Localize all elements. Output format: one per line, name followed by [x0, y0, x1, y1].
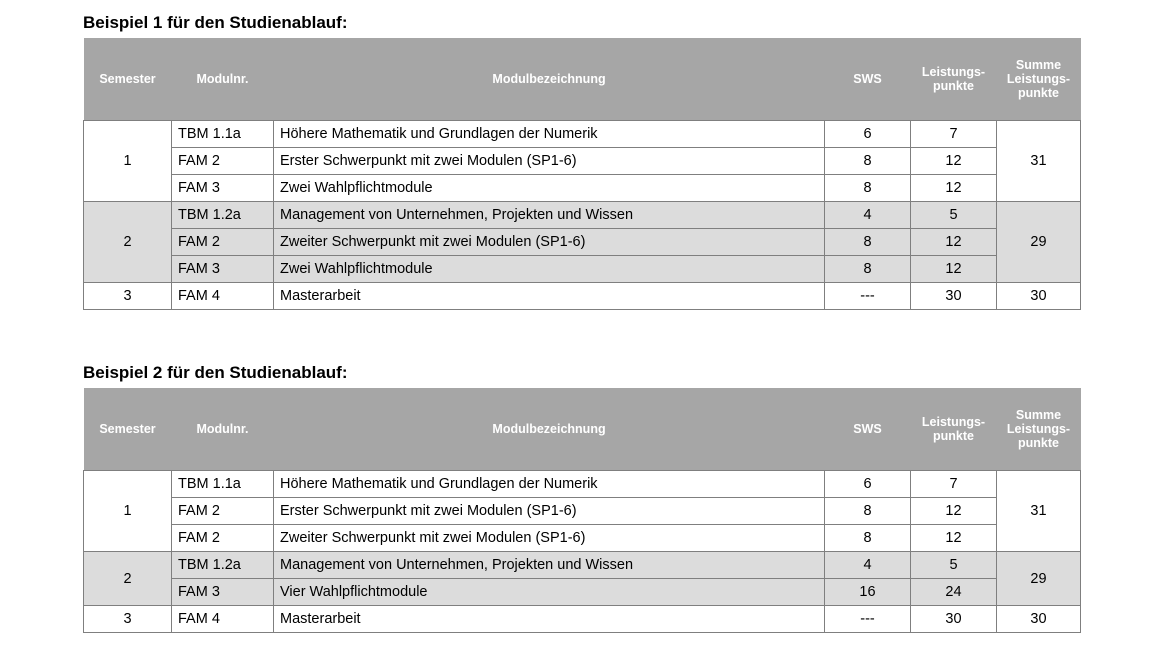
header-leistungspunkte: Leistungs- punkte — [911, 38, 997, 121]
modulbezeichnung-cell: Erster Schwerpunkt mit zwei Modulen (SP1-6) — [274, 498, 825, 525]
table-row — [84, 229, 1081, 256]
leistungspunkte-cell: 5 — [911, 202, 997, 229]
leistungspunkte-cell: 7 — [911, 471, 997, 498]
modulnr-cell: TBM 1.1a — [172, 121, 274, 148]
example-1-title: Beispiel 1 für den Studienablauf: — [83, 13, 348, 32]
table-row — [84, 525, 1081, 552]
header-modulnr: Modulnr. — [172, 388, 274, 471]
sws-cell: 4 — [825, 552, 911, 579]
modulnr-cell: FAM 2 — [172, 229, 274, 256]
modulnr-cell: FAM 3 — [172, 579, 274, 606]
modulbezeichnung-cell: Zwei Wahlpflichtmodule — [274, 175, 825, 202]
semester-cell: 2 — [84, 552, 172, 606]
leistungspunkte-cell: 12 — [911, 525, 997, 552]
example-1-table — [83, 38, 1081, 310]
modulbezeichnung-cell: Management von Unternehmen, Projekten und Wissen — [274, 202, 825, 229]
modulnr-cell: FAM 4 — [172, 283, 274, 310]
summe-cell: 31 — [997, 471, 1081, 552]
sws-cell: 4 — [825, 202, 911, 229]
leistungspunkte-cell: 12 — [911, 175, 997, 202]
modulbezeichnung-cell: Masterarbeit — [274, 606, 825, 633]
table-row — [84, 283, 1081, 310]
modulnr-cell: FAM 2 — [172, 525, 274, 552]
sws-cell: 8 — [825, 256, 911, 283]
leistungspunkte-cell: 30 — [911, 606, 997, 633]
table-row — [84, 552, 1081, 579]
example-1-section — [83, 8, 1080, 310]
modulbezeichnung-cell: Zwei Wahlpflichtmodule — [274, 256, 825, 283]
modulbezeichnung-cell: Zweiter Schwerpunkt mit zwei Modulen (SP1-6) — [274, 229, 825, 256]
sws-cell: --- — [825, 283, 911, 310]
sws-cell: --- — [825, 606, 911, 633]
header-sws: SWS — [825, 38, 911, 121]
sws-cell: 6 — [825, 121, 911, 148]
example-2-body — [84, 471, 1081, 633]
header-summe-leistungspunkte: Summe Leistungs- punkte — [997, 38, 1081, 121]
modulnr-cell: TBM 1.1a — [172, 471, 274, 498]
table-header-row — [84, 38, 1081, 121]
semester-cell: 2 — [84, 202, 172, 283]
table-row — [84, 148, 1081, 175]
modulnr-cell: FAM 2 — [172, 148, 274, 175]
example-2-title: Beispiel 2 für den Studienablauf: — [83, 363, 348, 382]
sws-cell: 16 — [825, 579, 911, 606]
example-2-section — [83, 358, 1080, 633]
summe-cell: 29 — [997, 202, 1081, 283]
table-row — [84, 498, 1081, 525]
modulnr-cell: FAM 4 — [172, 606, 274, 633]
modulbezeichnung-cell: Management von Unternehmen, Projekten und Wissen — [274, 552, 825, 579]
example-2-table — [83, 388, 1081, 633]
summe-cell: 29 — [997, 552, 1081, 606]
leistungspunkte-cell: 7 — [911, 121, 997, 148]
header-sws: SWS — [825, 388, 911, 471]
table-row — [84, 121, 1081, 148]
modulbezeichnung-cell: Zweiter Schwerpunkt mit zwei Modulen (SP1-6) — [274, 525, 825, 552]
sws-cell: 6 — [825, 471, 911, 498]
summe-cell: 30 — [997, 606, 1081, 633]
sws-cell: 8 — [825, 148, 911, 175]
table-row — [84, 579, 1081, 606]
table-row — [84, 175, 1081, 202]
modulnr-cell: TBM 1.2a — [172, 202, 274, 229]
header-leistungspunkte: Leistungs- punkte — [911, 388, 997, 471]
semester-cell: 3 — [84, 606, 172, 633]
header-semester: Semester — [84, 38, 172, 121]
sws-cell: 8 — [825, 175, 911, 202]
leistungspunkte-cell: 24 — [911, 579, 997, 606]
table-row — [84, 202, 1081, 229]
semester-cell: 3 — [84, 283, 172, 310]
summe-cell: 31 — [997, 121, 1081, 202]
leistungspunkte-cell: 12 — [911, 256, 997, 283]
header-summe-leistungspunkte: Summe Leistungs- punkte — [997, 388, 1081, 471]
table-row — [84, 471, 1081, 498]
leistungspunkte-cell: 12 — [911, 498, 997, 525]
leistungspunkte-cell: 30 — [911, 283, 997, 310]
modulnr-cell: FAM 3 — [172, 175, 274, 202]
header-modulbezeichnung: Modulbezeichnung — [274, 388, 825, 471]
semester-cell: 1 — [84, 121, 172, 202]
modulbezeichnung-cell: Höhere Mathematik und Grundlagen der Numerik — [274, 471, 825, 498]
summe-cell: 30 — [997, 283, 1081, 310]
header-modulbezeichnung: Modulbezeichnung — [274, 38, 825, 121]
table-row — [84, 256, 1081, 283]
modulnr-cell: FAM 3 — [172, 256, 274, 283]
sws-cell: 8 — [825, 525, 911, 552]
leistungspunkte-cell: 12 — [911, 229, 997, 256]
modulbezeichnung-cell: Vier Wahlpflichtmodule — [274, 579, 825, 606]
modulbezeichnung-cell: Masterarbeit — [274, 283, 825, 310]
modulbezeichnung-cell: Höhere Mathematik und Grundlagen der Numerik — [274, 121, 825, 148]
leistungspunkte-cell: 12 — [911, 148, 997, 175]
leistungspunkte-cell: 5 — [911, 552, 997, 579]
modulbezeichnung-cell: Erster Schwerpunkt mit zwei Modulen (SP1-6) — [274, 148, 825, 175]
example-1-body — [84, 121, 1081, 310]
modulnr-cell: TBM 1.2a — [172, 552, 274, 579]
header-modulnr: Modulnr. — [172, 38, 274, 121]
sws-cell: 8 — [825, 229, 911, 256]
semester-cell: 1 — [84, 471, 172, 552]
sws-cell: 8 — [825, 498, 911, 525]
table-header-row — [84, 388, 1081, 471]
table-row — [84, 606, 1081, 633]
modulnr-cell: FAM 2 — [172, 498, 274, 525]
header-semester: Semester — [84, 388, 172, 471]
